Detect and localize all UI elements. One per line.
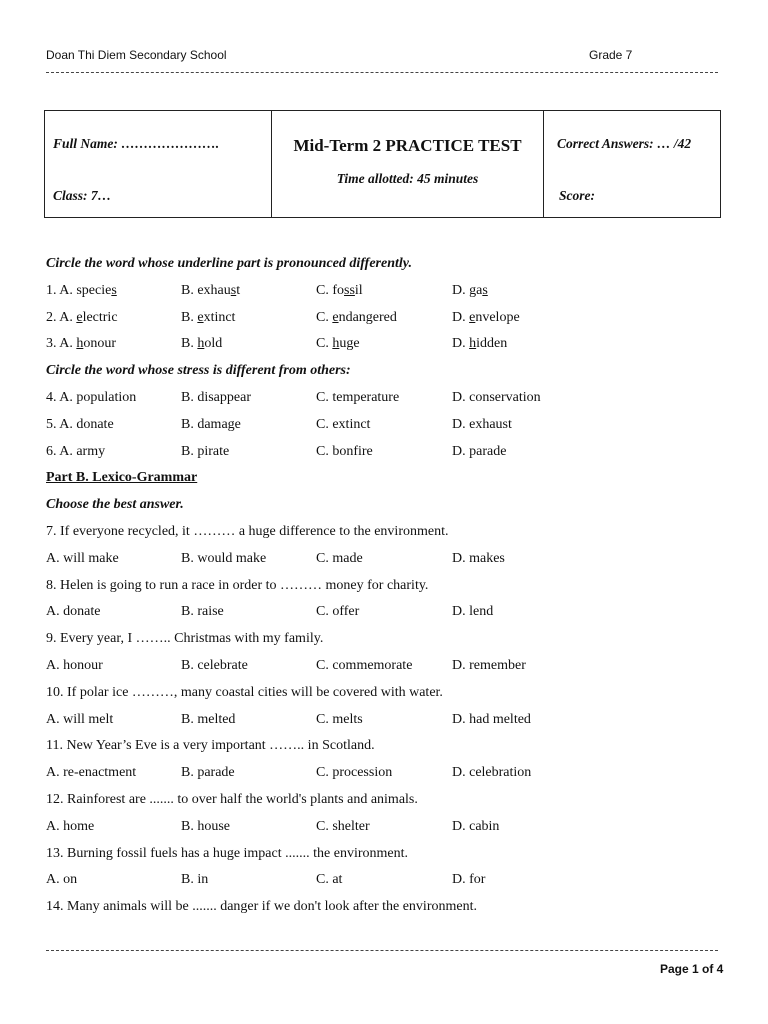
part-b-title: Part B. Lexico-Grammar <box>46 470 198 486</box>
score-column <box>544 111 720 217</box>
test-content <box>46 255 726 925</box>
header-divider <box>46 72 718 73</box>
option-c[interactable]: C. shelter <box>316 818 370 834</box>
test-title: Mid-Term 2 PRACTICE TEST <box>293 136 522 155</box>
underlined-part: ss <box>344 282 355 298</box>
answer-options <box>46 871 726 898</box>
option-text: B. <box>181 336 198 352</box>
question-stem: 12. Rainforest are ....... to over half the world's plants and animals. <box>46 791 418 807</box>
option-c[interactable] <box>316 335 360 353</box>
option-c[interactable]: C. temperature <box>316 389 400 405</box>
pronunciation-instruction: Circle the word whose underline part is pronounced differently. <box>46 256 412 271</box>
answer-options <box>46 764 726 791</box>
answer-options <box>46 657 726 684</box>
part-b-instruction: Choose the best answer. <box>46 497 184 513</box>
underlined-part: e <box>469 309 476 325</box>
option-b[interactable]: B. melted <box>181 711 236 727</box>
option-text: ndangered <box>338 309 397 325</box>
option-text: B. exhau <box>181 282 231 298</box>
option-text: 2. A. <box>46 309 77 325</box>
option-b[interactable]: B. disappear <box>181 389 251 405</box>
time-allotted: Time allotted: 45 minutes <box>336 171 479 186</box>
question-stem: 10. If polar ice ………, many coastal cities will be covered with water. <box>46 684 443 700</box>
option-b[interactable]: B. damage <box>181 416 241 432</box>
option-d[interactable]: D. parade <box>452 443 507 459</box>
page-number: Page 1 of 4 <box>660 962 724 976</box>
option-b[interactable]: B. raise <box>181 604 224 620</box>
option-d[interactable]: D. celebration <box>452 765 532 781</box>
score-field: Score: <box>559 188 595 203</box>
option-text: C. <box>316 336 333 352</box>
student-column <box>45 111 272 217</box>
question-stem: 13. Burning fossil fuels has a huge impact ....... the environment. <box>46 845 408 861</box>
option-text: old <box>204 336 223 352</box>
pronunciation-question <box>46 309 726 336</box>
option-a[interactable] <box>46 282 117 300</box>
option-b[interactable] <box>181 309 235 327</box>
underlined-part: e <box>332 309 339 325</box>
option-b[interactable] <box>181 335 222 353</box>
stress-instruction: Circle the word whose stress is different from others: <box>46 363 351 379</box>
option-c[interactable] <box>316 309 397 327</box>
option-a[interactable]: 5. A. donate <box>46 416 114 432</box>
stress-question <box>46 389 726 416</box>
full-name-field[interactable]: Full Name: …………………. <box>53 136 220 151</box>
underlined-part: h <box>469 336 477 352</box>
question-stem: 11. New Year’s Eve is a very important …….. in Scotland. <box>46 738 375 754</box>
option-d[interactable] <box>452 335 507 353</box>
option-c[interactable] <box>316 282 363 300</box>
option-a[interactable]: A. re-enactment <box>46 765 137 781</box>
pronunciation-question <box>46 282 726 309</box>
footer-divider <box>46 950 718 951</box>
option-d[interactable]: D. exhaust <box>452 416 512 432</box>
title-column <box>272 111 544 217</box>
question-stem: 8. Helen is going to run a race in order to ……… money for charity. <box>46 577 429 593</box>
option-d[interactable]: D. remember <box>452 657 526 673</box>
option-c[interactable]: C. melts <box>316 711 363 727</box>
option-text: 1. A. specie <box>46 282 112 298</box>
option-a[interactable]: A. donate <box>46 604 101 620</box>
underlined-part: h <box>332 336 340 352</box>
option-d[interactable] <box>452 309 520 327</box>
stress-question <box>46 443 726 470</box>
option-text: D. ga <box>452 282 483 298</box>
option-a[interactable]: 4. A. population <box>46 389 137 405</box>
option-text: lectric <box>82 309 118 325</box>
answer-options <box>46 550 726 577</box>
option-c[interactable]: C. procession <box>316 765 393 781</box>
question-stem: 14. Many animals will be ....... danger if we don't look after the environment. <box>46 899 477 915</box>
underlined-part: e <box>197 309 204 325</box>
option-text: t <box>236 282 241 298</box>
option-d[interactable]: D. had melted <box>452 711 531 727</box>
option-text: B. <box>181 309 198 325</box>
option-c[interactable]: C. bonfire <box>316 443 373 459</box>
option-c[interactable]: C. made <box>316 550 363 566</box>
option-text: nvelope <box>475 309 520 325</box>
underlined-part: s <box>482 282 488 298</box>
option-b[interactable]: B. parade <box>181 765 235 781</box>
option-text: D. <box>452 336 470 352</box>
underlined-part: s <box>230 282 237 298</box>
question-stem: 9. Every year, I …….. Christmas with my family. <box>46 631 324 647</box>
option-b[interactable]: B. celebrate <box>181 657 248 673</box>
option-text: il <box>354 282 363 298</box>
option-a[interactable]: A. will melt <box>46 711 114 727</box>
stress-question <box>46 416 726 443</box>
option-d[interactable]: D. cabin <box>452 818 500 834</box>
school-name: Doan Thi Diem Secondary School <box>46 48 227 62</box>
option-c[interactable]: C. extinct <box>316 416 371 432</box>
answer-options <box>46 818 726 845</box>
option-b[interactable]: B. in <box>181 872 209 888</box>
option-a[interactable]: A. will make <box>46 550 119 566</box>
underlined-part: h <box>197 336 205 352</box>
option-b[interactable]: B. pirate <box>181 443 230 459</box>
student-info-box <box>44 110 721 218</box>
option-b[interactable] <box>181 282 240 300</box>
answer-options <box>46 603 726 630</box>
option-text: D. <box>452 309 470 325</box>
option-b[interactable]: B. would make <box>181 550 267 566</box>
underlined-part: e <box>76 309 83 325</box>
underlined-part: h <box>76 336 84 352</box>
option-a[interactable] <box>46 309 118 327</box>
option-d[interactable]: D. lend <box>452 604 494 620</box>
option-text: 3. A. <box>46 336 77 352</box>
correct-answers-field: Correct Answers: … /42 <box>557 136 692 151</box>
grade-label: Grade 7 <box>589 48 633 62</box>
option-text: C. fo <box>316 282 344 298</box>
option-d[interactable] <box>452 282 488 300</box>
option-a[interactable]: A. on <box>46 872 78 888</box>
pronunciation-question <box>46 335 726 362</box>
question-stem: 7. If everyone recycled, it ……… a huge difference to the environment. <box>46 523 449 539</box>
option-text: onour <box>83 336 117 352</box>
option-text: idden <box>476 336 508 352</box>
option-c[interactable]: C. commemorate <box>316 657 413 673</box>
option-a[interactable]: 6. A. army <box>46 443 106 459</box>
option-d[interactable]: D. conservation <box>452 389 541 405</box>
option-b[interactable]: B. house <box>181 818 230 834</box>
option-d[interactable]: D. makes <box>452 550 505 566</box>
option-text: C. <box>316 309 333 325</box>
option-c[interactable]: C. offer <box>316 604 360 620</box>
option-c[interactable]: C. at <box>316 872 343 888</box>
answer-options <box>46 711 726 738</box>
option-a[interactable] <box>46 335 116 353</box>
underlined-part: s <box>111 282 117 298</box>
option-a[interactable]: A. honour <box>46 657 103 673</box>
option-text: xtinct <box>203 309 236 325</box>
option-text: uge <box>339 336 360 352</box>
class-field[interactable]: Class: 7… <box>53 188 112 203</box>
option-a[interactable]: A. home <box>46 818 95 834</box>
option-d[interactable]: D. for <box>452 872 486 888</box>
